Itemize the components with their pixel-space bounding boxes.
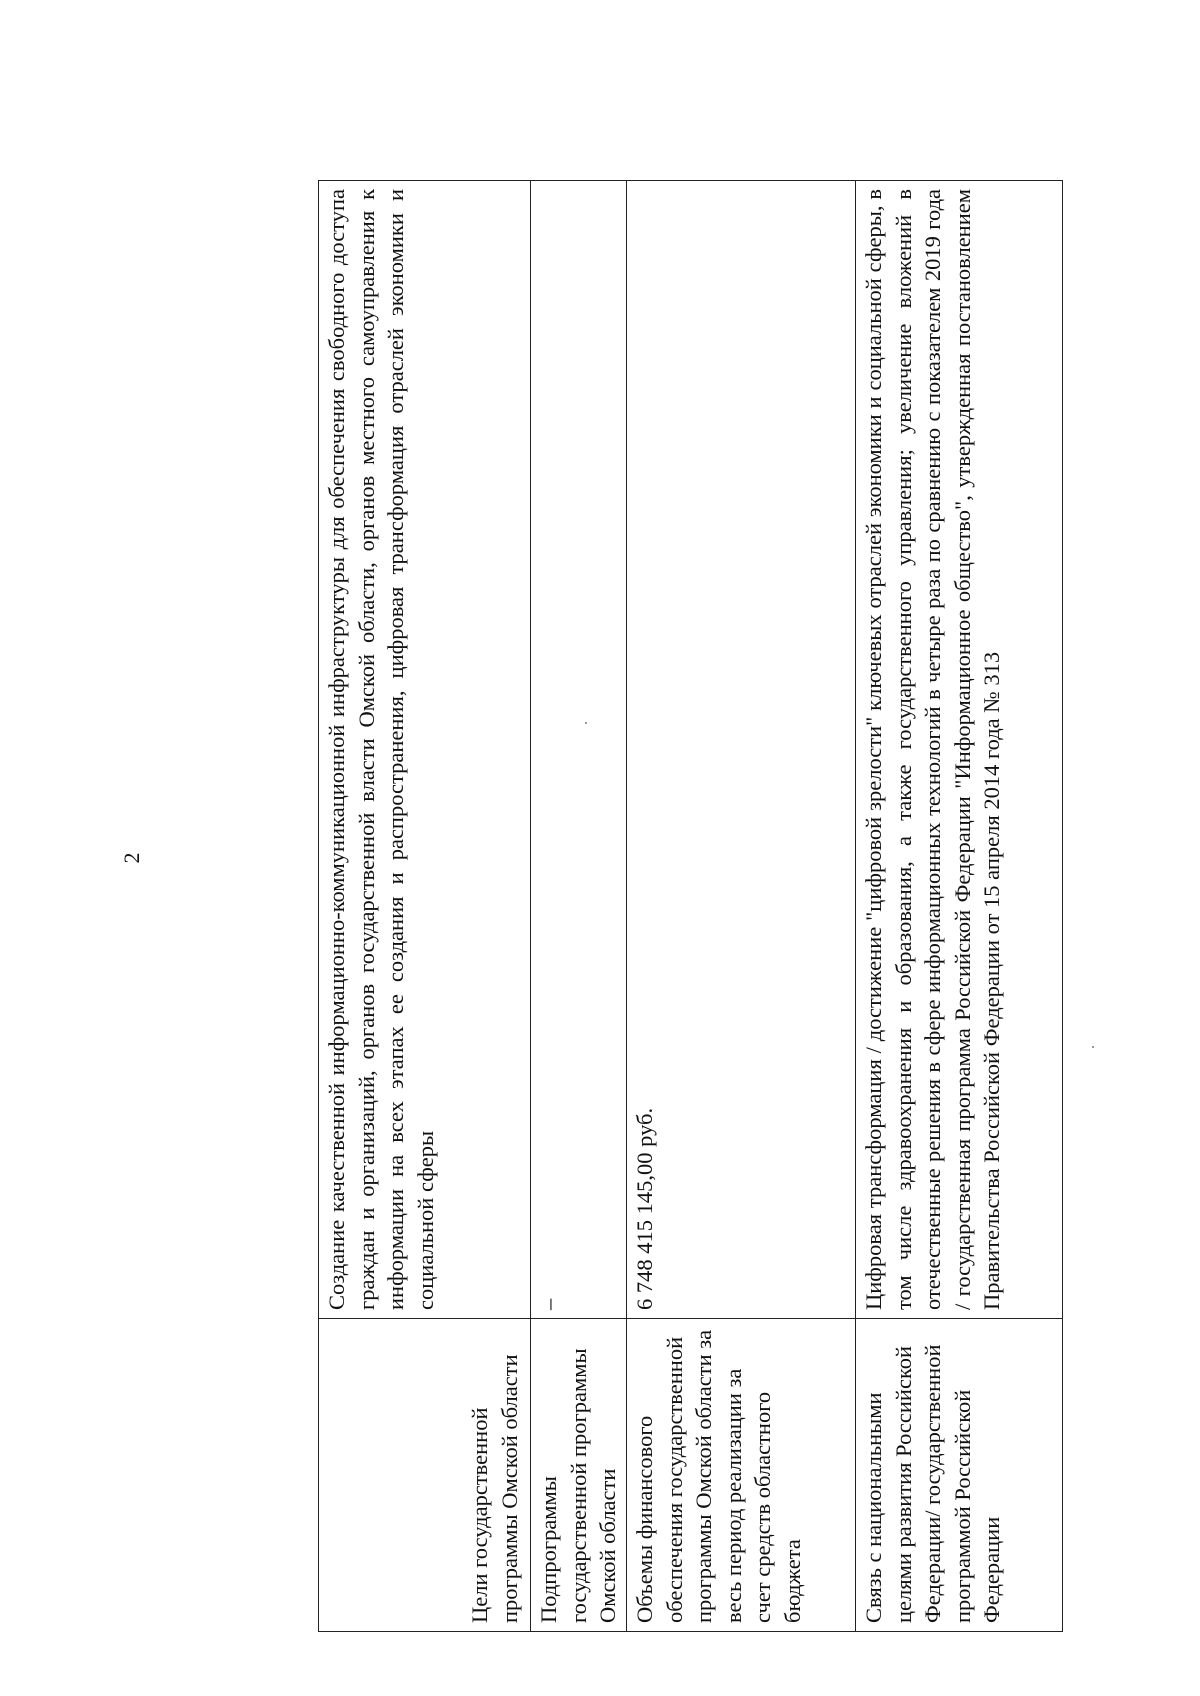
row-label-financing: Объемы финансового обеспечения государственной программы Омской области за весь период реализации за счет средств областного бюджета [627, 1319, 856, 1632]
passport-table [318, 180, 1063, 1632]
row-label-subprograms: Подпрограммы государственной программы Омской области [531, 1319, 627, 1632]
row-value-national-goals: Цифровая трансформация / достижение "цифровой зрелости" ключевых отраслей экономики и социальной сферы, в том числе здравоохранения и образования, а также государственного управления; увеличение вложений в отечественные решения в сфере информационных технологий в четыре раза по сравнению с показателем 2019 года / государственная программа Российской Федерации "Информационное общество", утвержденная постановлением Правительства Российской Федерации от 15 апреля 2014 года № 313 [856, 181, 1063, 1319]
row-value-goals: Создание качественной информационно-коммуникационной инфраструктуры для обеспечения свободного доступа граждан и организаций, органов государственной власти Омской области, органов местного самоуправления к информации на всех этапах ее создания и распространения, цифровая трансформация отраслей экономики и социальной сферы [319, 181, 531, 1319]
program-passport-table [318, 180, 1030, 1632]
row-value-subprograms: – [531, 181, 627, 1319]
table-row-subprograms [531, 181, 627, 1632]
page-number: 2 [119, 852, 144, 864]
row-label-national-goals: Связь с национальными целями развития Российской Федерации/ государственной программой Российской Федерации [856, 1319, 1063, 1632]
table-row-national-goals [856, 181, 1063, 1632]
scan-speck [1092, 1046, 1094, 1048]
table-row-goals [319, 181, 531, 1632]
table-row-financing [627, 181, 856, 1632]
scan-speck [585, 722, 587, 724]
row-value-financing: 6 748 415 145,00 руб. [627, 181, 856, 1319]
row-label-goals: Цели государственной программы Омской области [319, 1319, 531, 1632]
